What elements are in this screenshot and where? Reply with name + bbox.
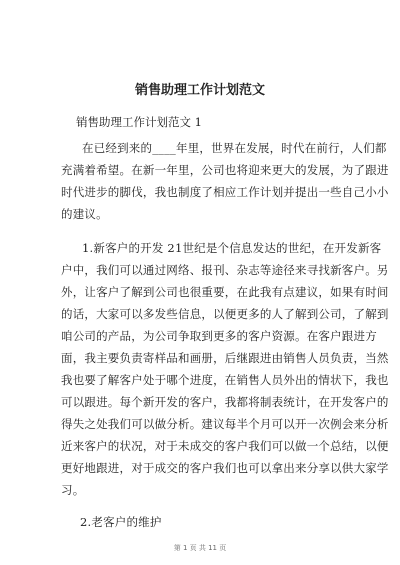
paragraph-line: 近来客户的状况，对于未成交的客户我们可以做一个总结，以便 [61, 439, 389, 453]
paragraph-line: 的建议。 [61, 207, 108, 221]
paragraph-line: 充满着希望。在新一年里，公司也将迎来更大的发展，为了跟进 [61, 163, 389, 177]
paragraph-line: 可以跟进。每个新开发的客户，我都将制表统计，在开发客户的 [61, 395, 389, 409]
document-subtitle: 销售助理工作计划范文 1 [76, 115, 202, 129]
paragraph-line: 的话，大家可以多发些信息，以便更多的人了解到公司，了解到 [61, 307, 389, 321]
paragraph-line: 户中，我们可以通过网络、报刊、杂志等途径来寻找新客户。另 [61, 263, 389, 277]
paragraph-line: 外，让客户了解到公司也很重要，在此我有点建议，如果有时间 [61, 285, 389, 299]
document-title: 销售助理工作计划范文 [134, 83, 265, 98]
paragraph-line: 我也要了解客户处于哪个进度，在销售人员外出的情状下，我也 [61, 373, 389, 387]
paragraph-line: 得失之处我们可以做分析。建议每半个月可以开一次例会来分析 [61, 417, 389, 431]
paragraph-line: 咱公司的产品，为公司争取到更多的客户资源。在客户跟进方 [61, 329, 377, 343]
paragraph-line: 习。 [61, 483, 85, 497]
paragraph-line: 时代进步的脚伐，我也制度了相应工作计划并提出一些自己小小 [61, 185, 389, 199]
paragraph-line: 更好地跟进，对于成交的客户我们也可以拿出来分享以供大家学 [61, 461, 389, 475]
paragraph-line: 在已经到来的____年里，世界在发展，时代在前行，人们都 [82, 141, 387, 155]
paragraph-line: 1.新客户的开发 21世纪是个信息发达的世纪，在开发新客 [82, 241, 382, 255]
page-footer: 第 1 页 共 11 页 [173, 544, 227, 552]
section-heading: 2.老客户的维护 [80, 515, 162, 529]
paragraph-line: 面，我主要负责寄样品和画册，后继跟进由销售人员负责，当然 [61, 351, 389, 365]
